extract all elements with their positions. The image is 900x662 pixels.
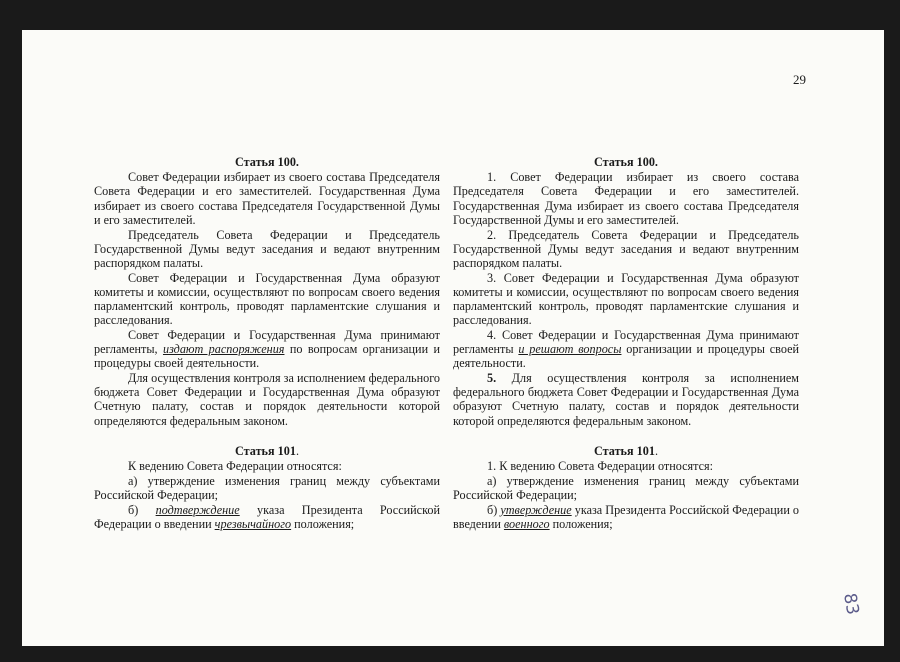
handwritten-margin-number: 83 (839, 591, 863, 617)
right-article-101-title: Статья 101. (594, 443, 658, 458)
left-art100-paragraph-4 (94, 328, 440, 371)
title-text: Статья 101 (594, 443, 655, 458)
underlined-word: чрезвычайного (214, 516, 292, 531)
right-art101-item-b (453, 503, 799, 531)
right-article-100-title: Статья 100. (594, 155, 658, 169)
title-text: Статья 101 (235, 443, 296, 458)
right-art100-paragraph-1: 1. Совет Федерации избирает из своего состава Председателя Совета Федерации и его заместителей. Государственная Дума избирает из своего состава Председателя Государственной Думы и его заместителей. (453, 170, 799, 227)
left-art101-item-a: а) утверждение изменения границ между субъектами Российской Федерации; (94, 473, 440, 502)
text-span: Для осуществления контроля за исполнением федерального бюджета Совет Федерации и Государственная Дума образуют Счетную палату, состав и порядок деятельности которой определяются федеральным законом. (453, 371, 799, 428)
right-art101-item-a: а) утверждение изменения границ между субъектами Российской Федерации; (453, 473, 799, 502)
underlined-word: утверждение (500, 502, 572, 517)
text-span: указа Президента Российской Федерации о введении (94, 502, 440, 531)
document-page (22, 30, 884, 646)
left-art100-paragraph-5: Для осуществления контроля за исполнением федерального бюджета Совет Федерации и Государственная Дума образуют Счетную палату, состав и порядок деятельности которой определяются федеральным законом. (94, 371, 440, 428)
page-number: 29 (793, 72, 806, 87)
text-span: положения; (552, 516, 613, 531)
text-span: организации и процедуры своей деятельности. (453, 342, 800, 371)
text-span: положения; (294, 516, 355, 531)
right-art100-paragraph-3: 3. Совет Федерации и Государственная Дума образуют комитеты и комиссии, осуществляют по вопросам своего ведения парламентский контроль, проводят парламентские слушания и расследования. (453, 270, 799, 328)
left-article-100-title: Статья 100. (235, 155, 299, 169)
left-article-101-title: Статья 101. (235, 443, 299, 458)
right-art100-paragraph-2: 2. Председатель Совета Федерации и Председатель Государственной Думы ведут заседания и ведают внутренним распорядком палаты. (453, 227, 799, 270)
right-art100-paragraph-4 (453, 328, 799, 371)
underlined-word: военного (503, 516, 550, 531)
left-art101-item-b (94, 503, 440, 531)
right-art100-paragraph-5 (453, 371, 799, 428)
right-column (453, 155, 799, 532)
underlined-phrase: издают распоряжения (162, 342, 285, 357)
text-span: по вопросам организации и процедуры своей деятельности. (94, 342, 440, 371)
text-span: Совет Федерации и Государственная Дума принимают регламенты, (94, 327, 440, 357)
left-art100-paragraph-3: Совет Федерации и Государственная Дума образуют комитеты и комиссии, осуществляют по вопросам своего ведения парламентский контроль, проводят парламентские слушания и расследования. (94, 270, 440, 328)
left-art100-paragraph-1: Совет Федерации избирает из своего состава Председателя Совета Федерации и его заместителей. Государственная Дума избирает из своего состава Председателя Государственной Думы и его заместителей. (94, 170, 440, 227)
bold-number: 5. (487, 371, 497, 386)
right-art101-paragraph-1: 1. К ведению Совета Федерации относятся: (487, 459, 714, 474)
text-span: 4. Совет Федерации и Государственная Дума принимают регламенты (453, 327, 799, 357)
left-art101-paragraph-1: К ведению Совета Федерации относятся: (128, 459, 342, 474)
left-column (94, 155, 440, 532)
text-span: б) (128, 502, 139, 517)
text-span: б) (487, 502, 498, 517)
left-art100-paragraph-2: Председатель Совета Федерации и Председатель Государственной Думы ведут заседания и ведают внутренним распорядком палаты. (94, 227, 440, 270)
underlined-word: подтверждение (155, 502, 240, 517)
underlined-phrase: и решают вопросы (518, 342, 622, 357)
text-span: указа Президента Российской Федерации о введении (453, 502, 800, 531)
